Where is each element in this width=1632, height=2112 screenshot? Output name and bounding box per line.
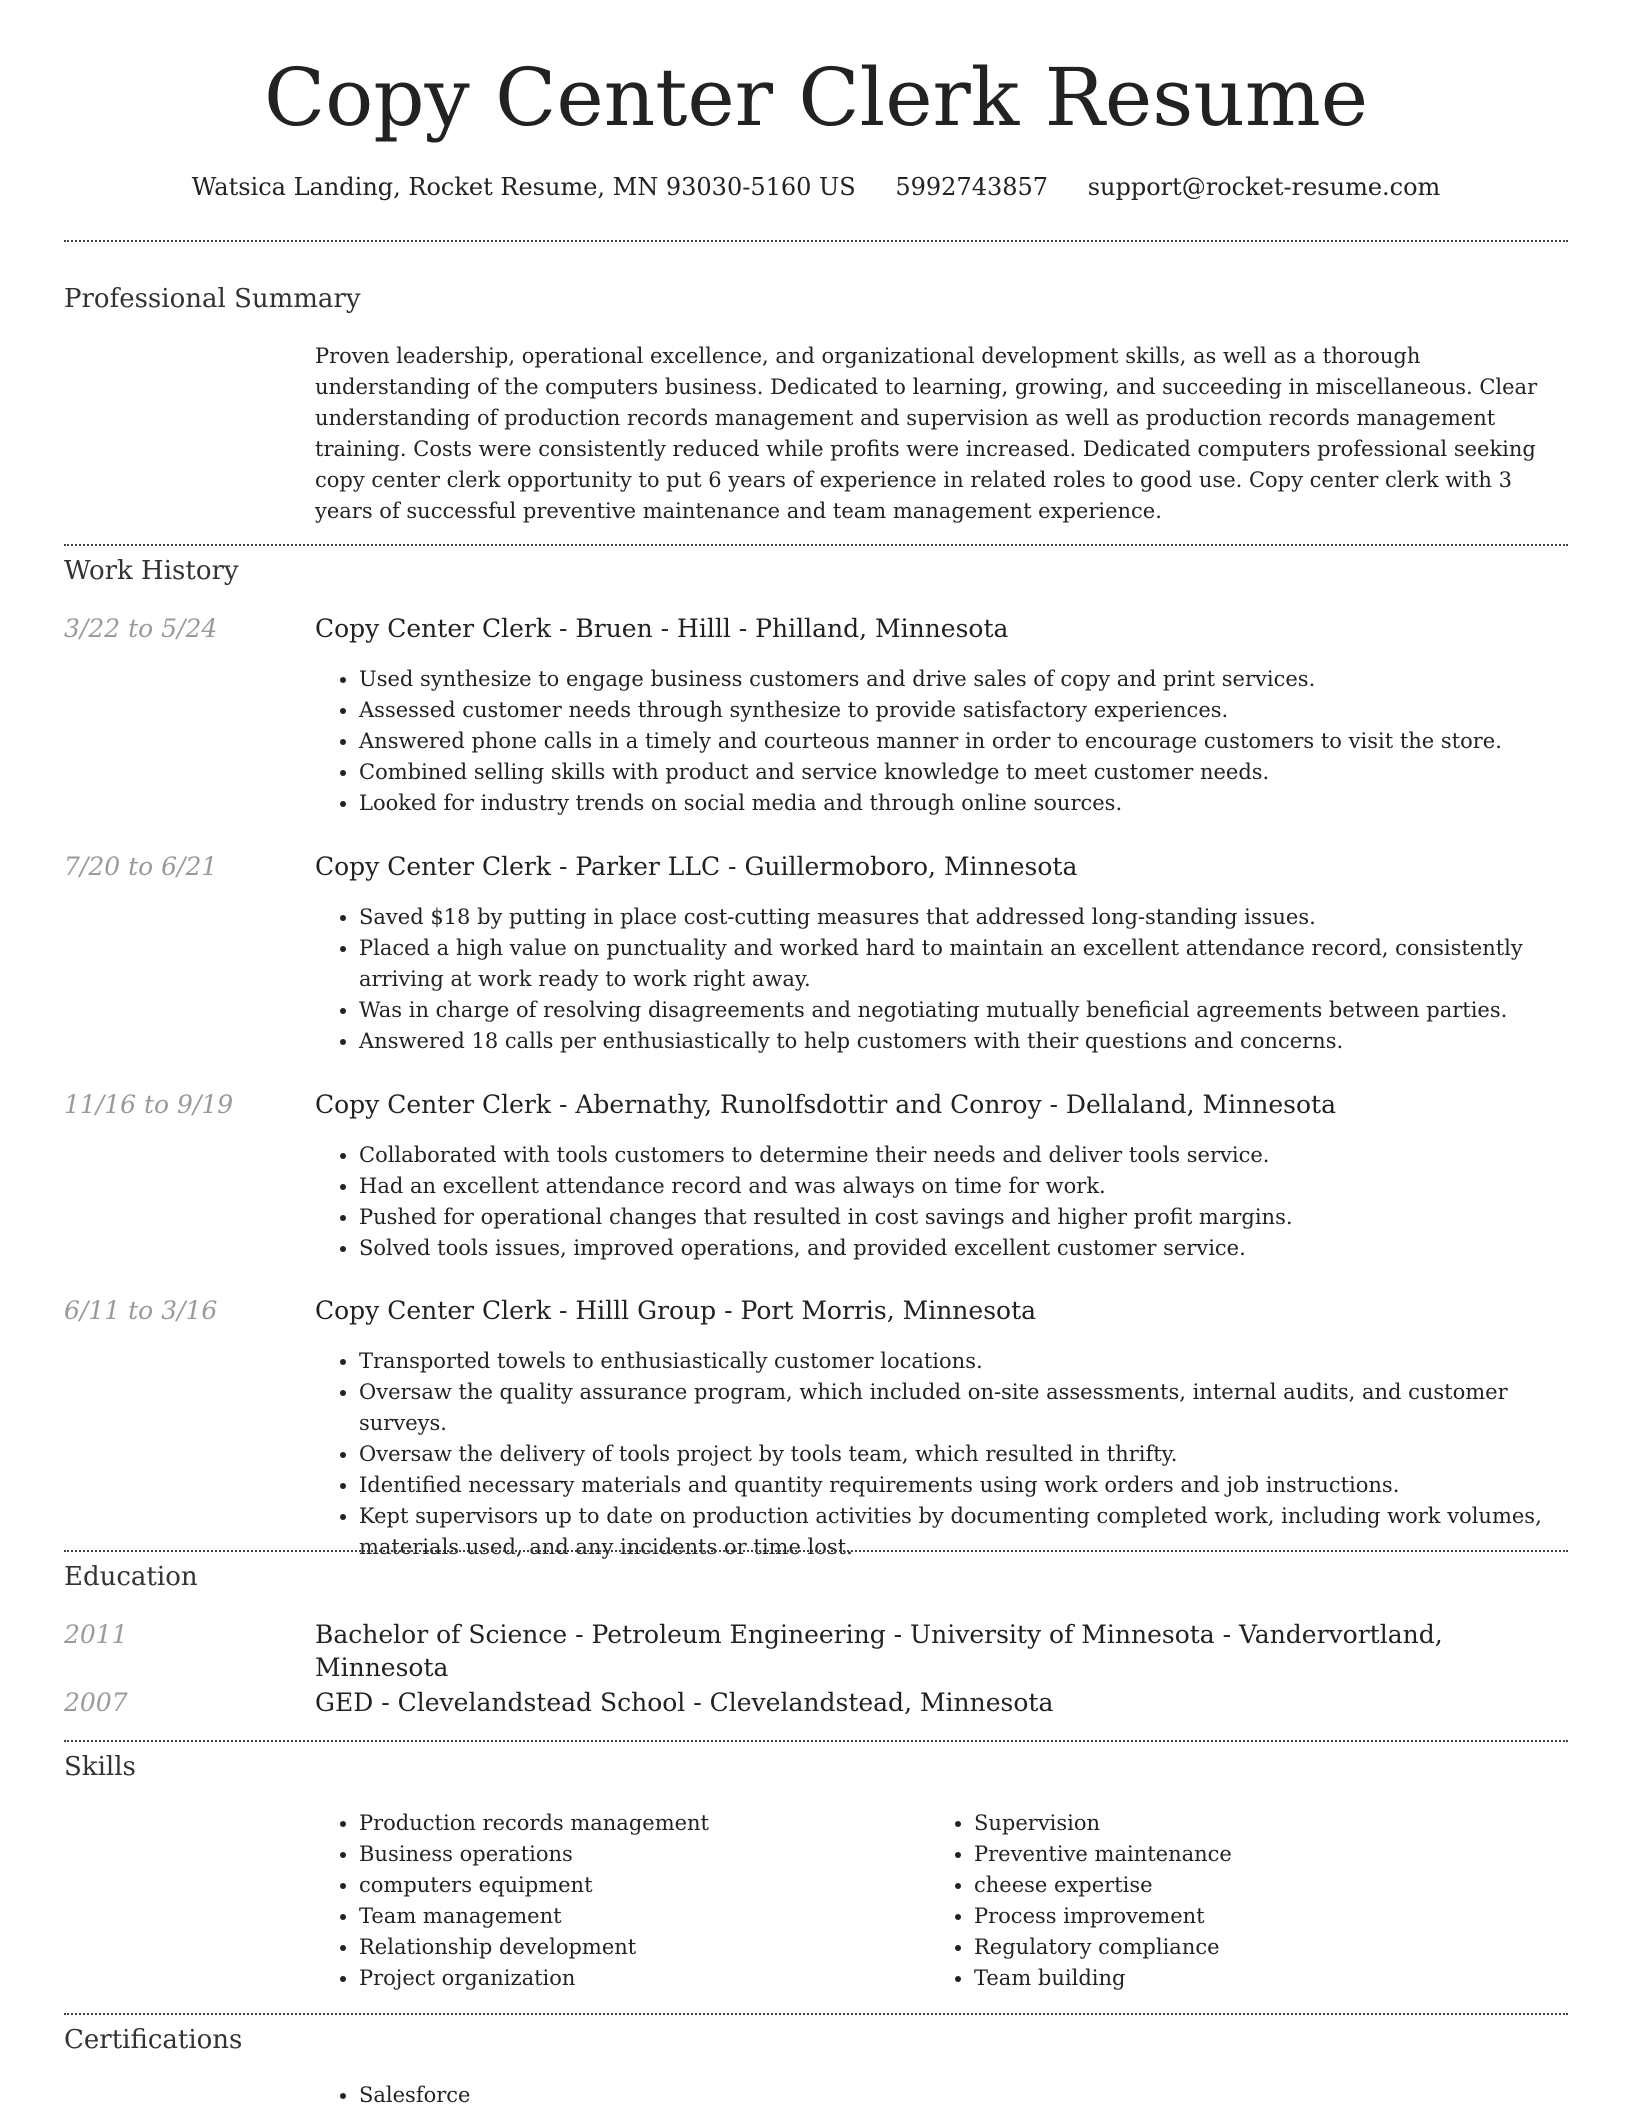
section-divider	[64, 240, 1568, 242]
summary-text: Proven leadership, operational excellence, and organizational development skills, as well as a thorough understanding of the computers business. Dedicated to learning, growing, and succeeding in miscellaneous. Clear understanding of production records management and supervision as well as production records management training. Costs were consistently reduced while profits were increased. Dedicated computers professional seeking copy center clerk opportunity to put 6 years of experience in related roles to good use. Copy center clerk with 3 years of successful preventive maintenance and team management experience.	[315, 344, 1538, 523]
section-divider	[64, 2013, 1568, 2015]
job-bullet: • Assessed customer needs through synthesize to provide satisfactory experiences.	[359, 695, 1568, 726]
section-divider	[64, 1550, 1568, 1552]
job-bullets	[315, 1346, 1568, 1563]
job-bullets	[315, 1140, 1568, 1264]
job-bullets	[315, 902, 1568, 1057]
job-bullet: • Had an excellent attendance record and was always on time for work.	[359, 1171, 1568, 1202]
education-year: 2007	[64, 1688, 128, 1717]
job-bullet: • Placed a high value on punctuality and worked hard to maintain an excellent attendance record, consistently arriving at work ready to work right away.	[359, 933, 1568, 995]
skill-item: • Team building	[974, 1963, 1574, 1994]
skill-item: • Project organization	[359, 1963, 919, 1994]
skills-list-left	[315, 1808, 919, 1994]
summary-heading: Professional Summary	[64, 284, 361, 314]
education-year: 2011	[64, 1620, 128, 1649]
job-bullet: • Was in charge of resolving disagreements and negotiating mutually beneficial agreements between parties.	[359, 995, 1568, 1026]
job-title: Copy Center Clerk - Hilll Group - Port Morris, Minnesota	[315, 1296, 1037, 1325]
job-title: Copy Center Clerk - Bruen - Hilll - Philland, Minnesota	[315, 614, 1009, 643]
job-dates: 7/20 to 6/21	[64, 852, 218, 881]
job-bullet: • Oversaw the quality assurance program, which included on-site assessments, internal audits, and customer surveys.	[359, 1377, 1568, 1439]
contact-email: support@rocket-resume.com	[1087, 173, 1441, 201]
job-dates: 11/16 to 9/19	[64, 1090, 234, 1119]
education-entry: GED - Clevelandstead School - Clevelandstead, Minnesota	[315, 1688, 1054, 1717]
job-bullet: • Kept supervisors up to date on production activities by documenting completed work, including work volumes, materials used, and any incidents or time lost.	[359, 1501, 1568, 1563]
job-title: Copy Center Clerk - Parker LLC - Guillermoboro, Minnesota	[315, 852, 1078, 881]
job-bullet: • Transported towels to enthusiastically customer locations.	[359, 1346, 1568, 1377]
job-bullet: • Collaborated with tools customers to determine their needs and deliver tools service.	[359, 1140, 1568, 1171]
section-divider	[64, 544, 1568, 546]
skill-item: • cheese expertise	[974, 1870, 1574, 1901]
job-bullet: • Used synthesize to engage business customers and drive sales of copy and print services.	[359, 664, 1568, 695]
skill-item: • Process improvement	[974, 1901, 1574, 1932]
contact-line	[0, 172, 1632, 203]
education-entry: Bachelor of Science - Petroleum Engineering - University of Minnesota - Vandervortland, Minnesota	[315, 1620, 1443, 1682]
certification-item: • Salesforce	[359, 2080, 959, 2111]
job-bullet: • Pushed for operational changes that resulted in cost savings and higher profit margins.	[359, 1202, 1568, 1233]
skill-item: • computers equipment	[359, 1870, 919, 1901]
job-bullet: • Looked for industry trends on social media and through online sources.	[359, 788, 1568, 819]
job-bullet: • Oversaw the delivery of tools project by tools team, which resulted in thrifty.	[359, 1439, 1568, 1470]
job-bullet: • Answered 18 calls per enthusiastically to help customers with their questions and concerns.	[359, 1026, 1568, 1057]
certifications-list	[315, 2080, 959, 2111]
skill-item: • Supervision	[974, 1808, 1574, 1839]
section-divider	[64, 1740, 1568, 1742]
skills-heading: Skills	[64, 1752, 136, 1782]
skills-list-right	[930, 1808, 1574, 1994]
job-bullet: • Combined selling skills with product and service knowledge to meet customer needs.	[359, 757, 1568, 788]
job-bullet: • Saved $18 by putting in place cost-cutting measures that addressed long-standing issues.	[359, 902, 1568, 933]
contact-phone: 5992743857	[895, 173, 1049, 201]
skill-item: • Relationship development	[359, 1932, 919, 1963]
skill-item: • Production records management	[359, 1808, 919, 1839]
skill-item: • Preventive maintenance	[974, 1839, 1574, 1870]
job-dates: 6/11 to 3/16	[64, 1296, 218, 1325]
resume-title: Copy Center Clerk Resume	[263, 51, 1369, 144]
job-dates: 3/22 to 5/24	[64, 614, 218, 643]
job-bullets	[315, 664, 1568, 819]
skill-item: • Business operations	[359, 1839, 919, 1870]
job-bullet: • Solved tools issues, improved operations, and provided excellent customer service.	[359, 1233, 1568, 1264]
job-bullet: • Answered phone calls in a timely and courteous manner in order to encourage customers to visit the store.	[359, 726, 1568, 757]
job-bullet: • Identified necessary materials and quantity requirements using work orders and job instructions.	[359, 1470, 1568, 1501]
contact-address: Watsica Landing, Rocket Resume, MN 93030-5160 US	[191, 173, 856, 201]
certifications-heading: Certifications	[64, 2025, 243, 2055]
skill-item: • Team management	[359, 1901, 919, 1932]
work-history-heading: Work History	[64, 556, 239, 586]
education-heading: Education	[64, 1562, 198, 1592]
job-title: Copy Center Clerk - Abernathy, Runolfsdottir and Conroy - Dellaland, Minnesota	[315, 1090, 1336, 1119]
skill-item: • Regulatory compliance	[974, 1932, 1574, 1963]
